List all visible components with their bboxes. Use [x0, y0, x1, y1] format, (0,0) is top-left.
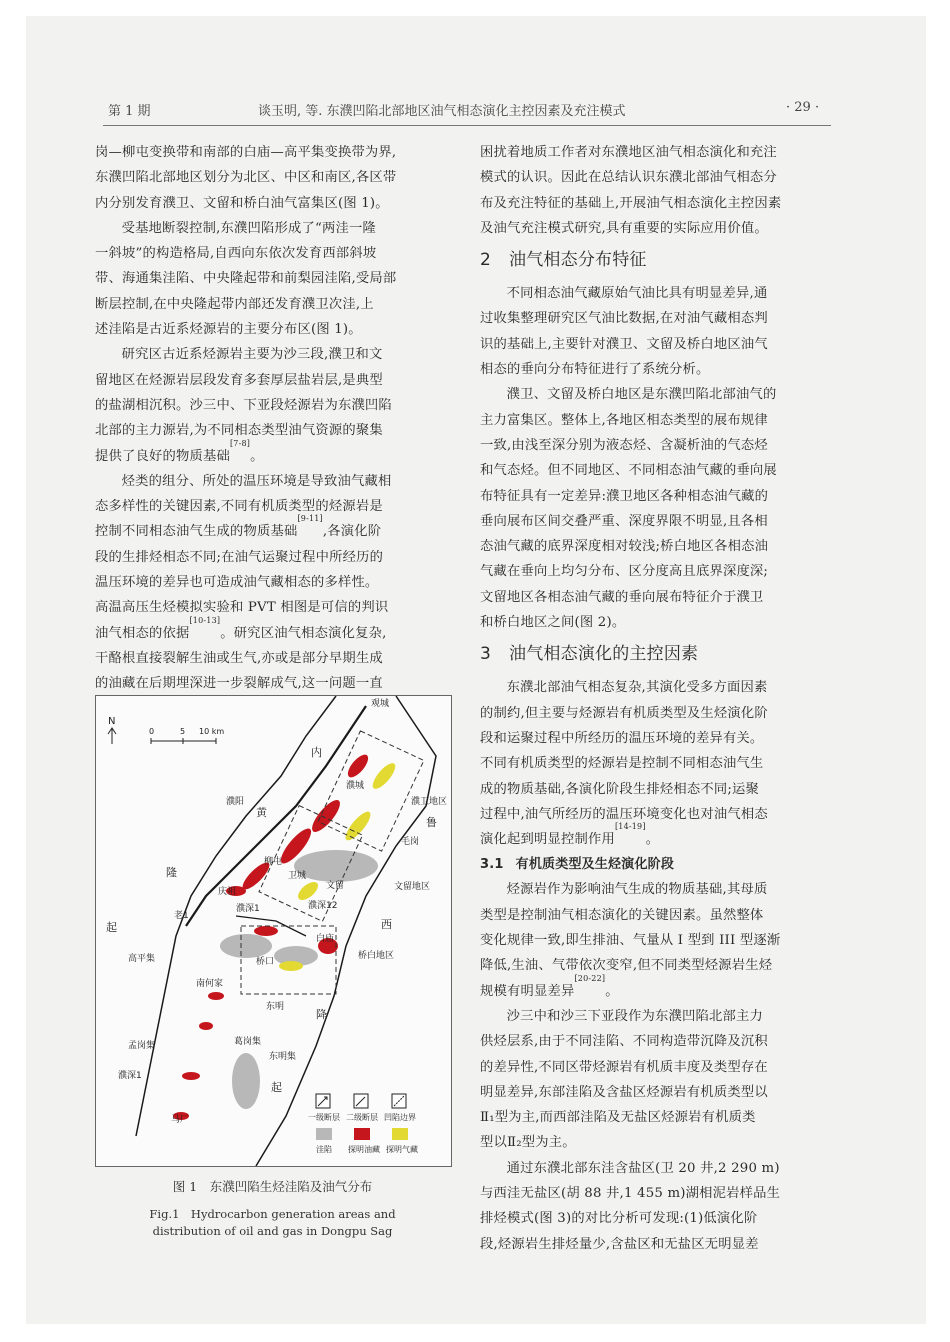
- gas-pool: [279, 961, 303, 971]
- figure-1-map: [95, 695, 452, 1167]
- place-label: 桥白地区: [358, 951, 395, 961]
- left-column: [95, 140, 450, 697]
- oil-pool: [208, 992, 224, 1000]
- scale-label: 10 km: [199, 727, 225, 736]
- place-label: 文留地区: [394, 882, 431, 892]
- oil-pool: [182, 1072, 200, 1080]
- place-label: 西: [381, 918, 392, 931]
- paragraph: 沙三中和沙三下亚段作为东濮凹陷北部主力 供烃层系,由于不同洼陷、不同构造带沉降及沉积 的差异性,不同区带烃源岩有机质丰度及类型存在 明显差异,东部洼陷及含盐区烃源岩有机质类型以 Ⅱ₁型为主,而西部洼陷及无盐区烃源岩有机质类 型以Ⅱ₂型为主。: [480, 1008, 768, 1151]
- place-label: 毛岗: [401, 837, 420, 847]
- legend-sag: 洼陷: [316, 1145, 332, 1154]
- place-label: 葛岗集: [234, 1037, 262, 1047]
- place-label: 起: [106, 921, 117, 934]
- header-rule: [103, 125, 831, 126]
- place-label: 濮深1: [118, 1071, 142, 1081]
- place-label: 东明: [266, 1002, 285, 1012]
- scale-label: 5: [180, 727, 186, 736]
- oil-pool: [199, 1022, 213, 1030]
- right-column: [480, 140, 835, 1257]
- place-label: 隆: [166, 866, 177, 879]
- place-label: 鲁: [426, 816, 437, 829]
- place-label: 濮卫地区: [411, 797, 448, 807]
- place-label: 孟岗集: [128, 1041, 156, 1051]
- legend-fault1: 一级断层: [308, 1113, 340, 1122]
- place-label: 濮深12: [308, 901, 338, 911]
- place-label: 高平集: [128, 954, 156, 964]
- paragraph: 研究区古近系烃源岩主要为沙三段,濮卫和文 留地区在烃源岩层段发育多套厚层盐岩层,是典型 的盐湖相沉积。沙三中、下亚段烃源岩为东濮凹陷 北部的主力源岩,为不同相态类型油气资源的聚集 提供了良好的物质基础[7-8]。: [95, 347, 392, 464]
- gas-pool: [369, 760, 399, 792]
- scale-bar: [151, 738, 216, 744]
- place-label: 濮城: [346, 781, 365, 791]
- sag-area: [232, 1053, 260, 1109]
- place-label: 柳屯: [264, 857, 283, 867]
- running-title: 谈玉明, 等. 东濮凹陷北部地区油气相态演化主控因素及充注模式: [258, 104, 626, 119]
- oil-pool: [308, 796, 344, 836]
- section-heading-3: 3 油气相态演化的主控因素: [480, 644, 699, 665]
- place-label: 白庙: [316, 934, 335, 944]
- paragraph: 受基地断裂控制,东濮凹陷形成了“两洼一隆 一斜坡”的构造格局,自西向东依次发育西部斜坡 带、海通集洼陷、中央隆起带和前梨园洼陷,受局部 断层控制,在中央隆起带内部还发育濮卫次洼,上 述洼陷是古近系烃源岩的主要分布区(图 1)。: [95, 220, 397, 338]
- sag-area: [220, 934, 272, 958]
- first-order-fault: [186, 706, 366, 926]
- paragraph: 烃类的组分、所处的温压环境是导致油气藏相 态多样性的关键因素,不同有机质类型的烃源岩是 控制不同相态油气生成的物质基础[9-11],各演化阶 段的生排烃相态不同;在油气运聚过程中所经历的 温压环境的差异也可造成油气藏相态的多样性。 高温高压生烃模拟实验和 PVT 相图是可信的判识 油气相态的依据[10-13]。研究区油气相态演化复杂, 干酪根直接裂解生油或生气,亦或是部分早期生成 的油藏在后期埋深进一步裂解成气,这一问题一直: [95, 473, 392, 692]
- place-label: 起: [271, 1081, 282, 1094]
- place-label: 降: [316, 1008, 327, 1021]
- section-heading-3-1: 3.1 有机质类型及生烃演化阶段: [480, 857, 675, 873]
- section-heading-2: 2 油气相态分布特征: [480, 250, 647, 271]
- place-label: 观城: [371, 699, 390, 709]
- place-label: 卫城: [288, 871, 307, 881]
- figure-caption-en: Fig.1 Hydrocarbon generation areas and: [149, 1207, 396, 1221]
- citation: [14-19]: [614, 822, 646, 832]
- place-label: 内: [311, 746, 322, 759]
- place-label: 黄: [256, 806, 267, 819]
- page-number: · 29 ·: [786, 100, 820, 115]
- legend-boundary: 凹陷边界: [384, 1113, 416, 1122]
- journal-issue: 第 1 期: [108, 104, 151, 119]
- figure-caption-cn: 图 1 东濮凹陷生烃洼陷及油气分布: [172, 1179, 373, 1194]
- citation: [7-8]: [229, 438, 251, 448]
- north-arrow-icon: [108, 728, 116, 744]
- place-label: 庆祖: [218, 887, 237, 897]
- place-label: 文留: [326, 881, 345, 891]
- citation: [9-11]: [297, 514, 323, 524]
- scale-label: 0: [149, 727, 155, 736]
- place-label: 南何家: [196, 979, 224, 989]
- paragraph: 濮卫、文留及桥白地区是东濮凹陷北部油气的 主力富集区。整体上,各地区相态类型的展布规律 一致,由浅至深分别为液态烃、含凝析油的气态烃 和气态烃。但不同地区、不同相态油气藏的垂向展 布特征具有一定差异:濮卫地区各种相态油气藏的 垂向展布区间交叠严重、深度界限不明显,且各相 态油气藏的底界深度相对较浅;桥白地区各相态油 气藏在垂向上均匀分布、区分度高且底界深度深; 文留地区各相态油气藏的垂向展布特征介于濮卫 和桥白地区之间(图 2)。: [480, 387, 777, 631]
- paragraph: 烃源岩作为影响油气生成的物质基础,其母质 类型是控制油气相态演化的关键因素。虽然整体 变化规律一致,即生排油、气量从 I 型到 III 型逐渐 降低,生油、气带依次变窄,但不同类型烃源岩生烃 规模有明显差异[20-22]。: [480, 882, 781, 999]
- gas-pool: [295, 879, 321, 904]
- sag-area: [294, 850, 378, 882]
- place-label: 濮深1: [236, 904, 260, 914]
- place-label: 东明集: [269, 1052, 297, 1062]
- legend-fault2: 二级断层: [346, 1113, 378, 1122]
- region-box-puwei: [318, 731, 424, 851]
- legend: [308, 1094, 418, 1154]
- gas-pool: [342, 808, 374, 843]
- paragraph: 不同相态油气藏原始气油比具有明显差异,通 过收集整理研究区气油比数据,在对油气藏相态判 识的基础上,主要针对濮卫、文留及桥白地区油气 相态的垂向分布特征进行了系统分析。: [480, 286, 768, 378]
- citation: [20-22]: [574, 973, 606, 983]
- paragraph: 通过东濮北部东洼含盐区(卫 20 井,2 290 m) 与西洼无盐区(胡 88 井,1 455 m)湖相泥岩样品生 排烃模式(图 3)的对比分析可发现:(1)低演化阶 段,烃源岩生排烃量少,含盐区和无盐区无明显差: [480, 1160, 781, 1252]
- place-label: 马厂: [171, 1115, 190, 1125]
- place-label: 老1: [174, 911, 189, 921]
- oil-pool: [254, 926, 278, 936]
- legend-gas: 探明气藏: [386, 1145, 418, 1154]
- paragraph: 东濮北部油气相态复杂,其演化受多方面因素 的制约,但主要与烃源岩有机质类型及生烃演化阶 段和运聚过程中所经历的温压环境的差异有关。 不同有机质类型的烃源岩是控制不同相态油气生 成的物质基础,各演化阶段生排烃相态不同;运聚 过程中,油气所经历的温压环境变化也对油气相态 演化起到明显控制作用[14-19]。: [480, 680, 768, 848]
- citation: [10-13]: [189, 615, 221, 625]
- place-labels: [106, 697, 447, 1125]
- paragraph: 困扰着地质工作者对东濮地区油气相态演化和充注 模式的认识。因此在总结认识东濮北部油气相态分 布及充注特征的基础上,开展油气相态演化主控因素 及油气充注模式研究,具有重要的实际应用价值。: [480, 145, 782, 236]
- paragraph: 岗—柳屯变换带和南部的白庙—高平集变换带为界, 东濮凹陷北部地区划分为北区、中区和南区,各区带 内分别发育濮卫、文留和桥白油气富集区(图 1)。: [95, 145, 397, 211]
- figure-caption-en: distribution of oil and gas in Dongpu Sag: [152, 1224, 393, 1238]
- legend-oil: 探明油藏: [348, 1145, 380, 1154]
- place-label: 濮阳: [226, 797, 245, 807]
- sag-boundary: [256, 696, 436, 1166]
- north-label: N: [108, 716, 116, 727]
- place-label: 桥口: [256, 957, 275, 967]
